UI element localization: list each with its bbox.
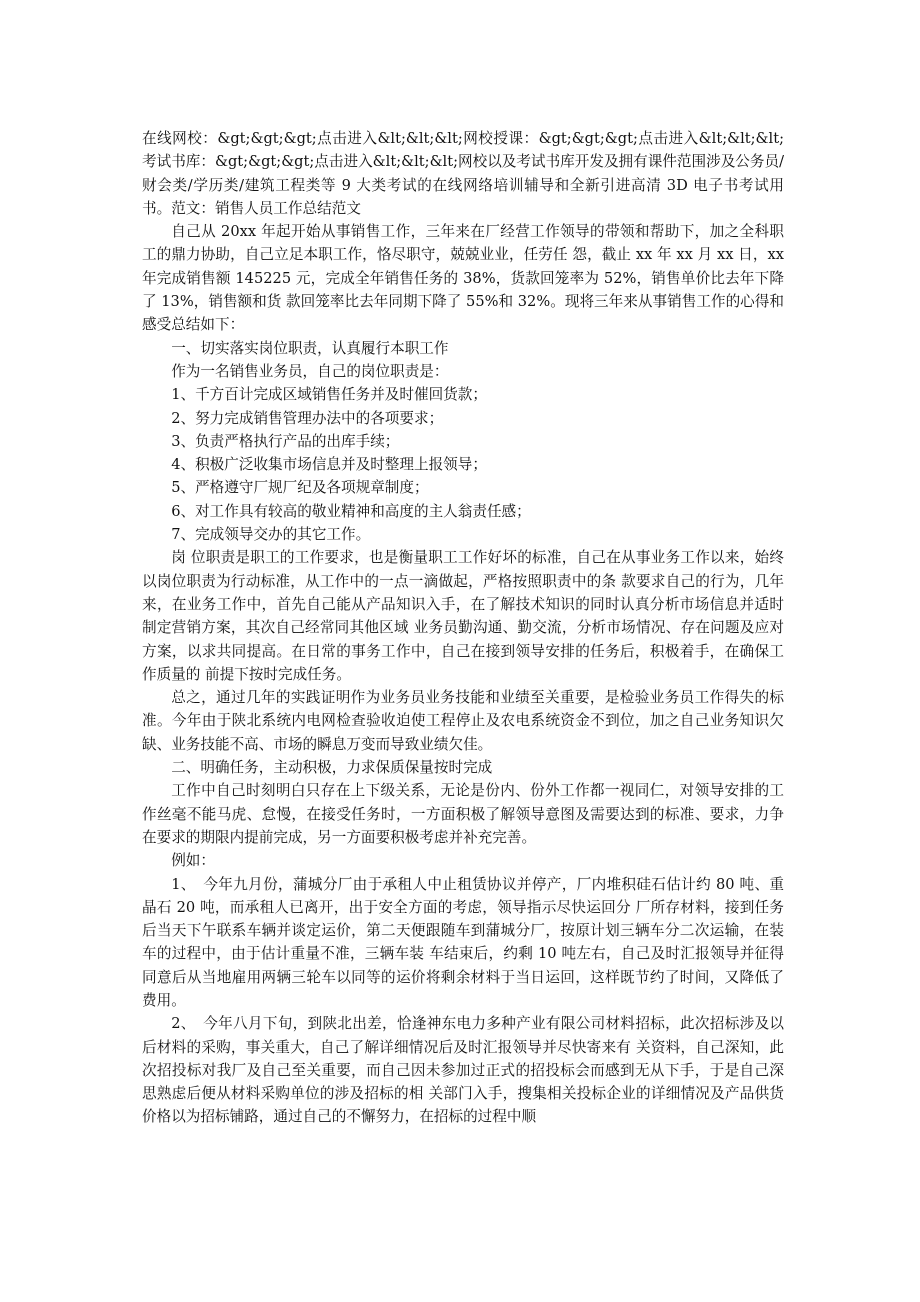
- paragraph: 二、明确任务，主动积极，力求保质保量按时完成: [171, 759, 493, 777]
- paragraph: 在线网校：&gt;&gt;&gt;点击进入&lt;&lt;&lt;网校授课：&gt;&gt;&gt;点击进入&lt;&lt;&lt;考试书库：&gt;&gt;&gt;点击进入&lt;&lt;&lt;网校以及考试书库开发及拥有课件范围涉及公务员/财会类/学历类/建筑工程类等 9 大类考试的在线网络培训辅导和全新引进高清 3D 电子书考试用书。范文：销售人员工作总结范文: [142, 130, 784, 217]
- paragraph: 2、努力完成销售管理办法中的各项要求；: [171, 409, 444, 427]
- paragraph: 工作中自己时刻明白只存在上下级关系，无论是份内、份外工作都一视同仁，对领导安排的工作丝毫不能马虎、怠慢，在接受任务时，一方面积极了解领导意图及需要达到的标准、要求，力争在要求的期限内提前完成，另一方面要积极考虑并补充完善。: [142, 782, 784, 846]
- paragraph: 一、切实落实岗位职责，认真履行本职工作: [171, 339, 449, 357]
- paragraph: 7、完成领导交办的其它工作。: [171, 526, 371, 544]
- paragraph: 总之，通过几年的实践证明作为业务员业务技能和业绩至关重要，是检验业务员工作得失的标准。今年由于陕北系统内电网检查验收迫使工程停止及农电系统资金不到位，加之自己业务知识欠缺、业务技能不高、市场的瞬息万变而导致业绩欠佳。: [142, 689, 784, 753]
- paragraph: 岗 位职责是职工的工作要求，也是衡量职工工作好坏的标准，自己在从事业务工作以来，始终以岗位职责为行动标准，从工作中的一点一滴做起，严格按照职责中的条 款要求自己的行为，几年来，在业务工作中，首先自己能从产品知识入手，在了解技术知识的同时认真分析市场信息并适时制定营销方案，其次自己经常同其他区域 业务员勤沟通、勤交流，分析市场情况、存在问题及应对方案，以求共同提高。在日常的事务工作中，自己在接到领导安排的任务后，积极着手，在确保工作质量的 前提下按时完成任务。: [142, 549, 784, 683]
- paragraph: 1、 今年九月份，蒲城分厂由于承租人中止租赁协议并停产，厂内堆积硅石估计约 80 吨、重晶石 20 吨，而承租人已离开，出于安全方面的考虑，领导指示尽快运回分 厂所存材料，接到任务后当天下午联系车辆并谈定运价，第二天便跟随车到蒲城分厂，按原计划三辆车分二次运输，在装车的过程中，由于估计重量不准，三辆车装 车结束后，约剩 10 吨左右，自己及时汇报领导并征得同意后从当地雇用两辆三轮车以同等的运价将剩余材料于当日运回，这样既节约了时间，又降低了费用。: [142, 875, 784, 1009]
- paragraph: 5、严格遵守厂规厂纪及各项规章制度；: [171, 479, 429, 497]
- paragraph: 作为一名销售业务员，自己的岗位职责是：: [171, 362, 449, 380]
- paragraph: 1、千方百计完成区域销售任务并及时催回货款；: [171, 386, 487, 404]
- paragraph: 自己从 20xx 年起开始从事销售工作，三年来在厂经营工作领导的带领和帮助下，加之全科职工的鼎力协助，自己立足本职工作，恪尽职守，兢兢业业，任劳任 怨，截止 xx 年 xx 月 xx 日，xx 年完成销售额 145225 元，完成全年销售任务的 38%，货款回笼率为 52%，销售单价比去年下降了 13%，销售额和货 款回笼率比去年同期下降了 55%和 32%。现将三年来从事销售工作的心得和感受总结如下：: [142, 223, 784, 334]
- paragraph: 2、 今年八月下旬，到陕北出差，恰逢神东电力多种产业有限公司材料招标，此次招标涉及以后材料的采购，事关重大，自己了解详细情况后及时汇报领导并尽快寄来有 关资料，自己深知，此次招投标对我厂及自己至关重要，而自己因未参加过正式的招投标会而感到无从下手，于是自己深思熟虑后便从材料采购单位的涉及招标的相 关部门入手，搜集相关投标企业的详细情况及产品供货价格以为招标铺路，通过自己的不懈努力，在招标的过程中顺: [142, 1015, 784, 1126]
- document-body: [142, 127, 784, 1129]
- paragraph: 4、积极广泛收集市场信息并及时整理上报领导；: [171, 456, 487, 474]
- paragraph: 例如：: [171, 852, 215, 870]
- paragraph: 6、对工作具有较高的敬业精神和高度的主人翁责任感；: [171, 502, 531, 520]
- paragraph: 3、负责严格执行产品的出库手续；: [171, 432, 400, 450]
